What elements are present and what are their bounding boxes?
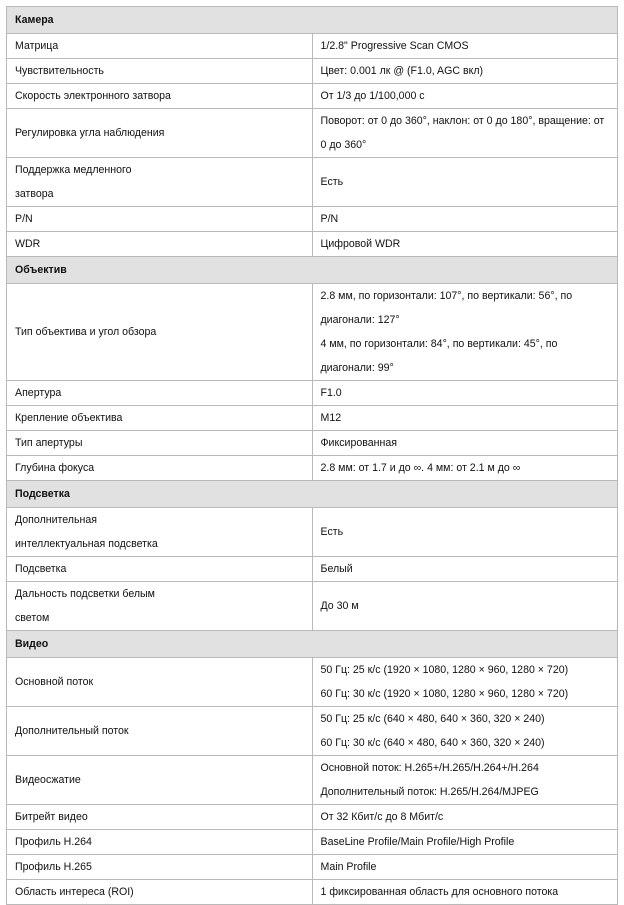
spec-value-cell (312, 805, 618, 830)
section-header (7, 631, 618, 658)
spec-row (7, 109, 618, 158)
spec-row (7, 456, 618, 481)
spec-label: светом (15, 612, 50, 624)
spec-label: Чувствительность (15, 65, 104, 77)
spec-value-cell (312, 406, 618, 431)
spec-row (7, 34, 618, 59)
spec-label: Основной поток (15, 676, 94, 688)
section-title: Объектив (7, 257, 618, 284)
spec-label-cell (7, 880, 313, 905)
spec-value-cell (312, 109, 618, 158)
spec-label: Апертура (15, 387, 62, 399)
spec-row (7, 284, 618, 381)
spec-value: 2.8 мм: от 1.7 и до ∞. 4 мм: от 2.1 м до ∞ (320, 462, 521, 474)
spec-label-cell (7, 109, 313, 158)
spec-value-cell (312, 855, 618, 880)
spec-label-cell (7, 431, 313, 456)
spec-label-cell (7, 756, 313, 805)
spec-label: Тип апертуры (15, 437, 83, 449)
spec-row (7, 381, 618, 406)
spec-label: Дополнительный поток (15, 725, 129, 737)
spec-row (7, 880, 618, 905)
spec-row (7, 557, 618, 582)
spec-value: M12 (320, 412, 342, 424)
spec-value-cell (312, 158, 618, 207)
spec-value: От 32 Кбит/с до 8 Мбит/с (320, 811, 444, 823)
section-title: Камера (7, 7, 618, 34)
spec-value: 50 Гц: 25 к/с (640 × 480, 640 × 360, 320 × 240) (320, 713, 545, 725)
spec-value: 60 Гц: 30 к/с (640 × 480, 640 × 360, 320 × 240) (320, 737, 545, 749)
spec-row (7, 59, 618, 84)
spec-value-cell (312, 557, 618, 582)
spec-label-cell (7, 406, 313, 431)
spec-label: WDR (15, 238, 41, 250)
spec-row (7, 707, 618, 756)
spec-value: Цвет: 0.001 лк @ (F1.0, AGC вкл) (320, 65, 484, 77)
spec-row (7, 406, 618, 431)
spec-label-cell (7, 508, 313, 557)
spec-label-cell (7, 582, 313, 631)
spec-value: 1/2.8" Progressive Scan CMOS (320, 40, 469, 52)
spec-value-cell (312, 880, 618, 905)
spec-value-cell (312, 207, 618, 232)
spec-label: Тип объектива и угол обзора (15, 326, 157, 338)
spec-value: Main Profile (320, 861, 377, 873)
spec-value-cell (312, 232, 618, 257)
spec-label: Регулировка угла наблюдения (15, 127, 165, 139)
spec-label-cell (7, 284, 313, 381)
spec-table (6, 6, 618, 905)
spec-row (7, 431, 618, 456)
spec-label: Область интереса (ROI) (15, 886, 134, 898)
spec-label: Матрица (15, 40, 59, 52)
spec-label: Дополнительная (15, 514, 97, 526)
spec-row (7, 207, 618, 232)
spec-row (7, 805, 618, 830)
spec-label-cell (7, 84, 313, 109)
spec-label-cell (7, 805, 313, 830)
spec-row (7, 84, 618, 109)
spec-value-cell (312, 456, 618, 481)
spec-row (7, 582, 618, 631)
spec-label: Профиль H.265 (15, 861, 92, 873)
spec-value: Основной поток: H.265+/H.265/H.264+/H.264 (320, 762, 539, 774)
spec-value-cell (312, 84, 618, 109)
spec-label: Скорость электронного затвора (15, 90, 171, 102)
spec-label: P/N (15, 213, 33, 225)
spec-label: Битрейт видео (15, 811, 88, 823)
section-header (7, 7, 618, 34)
spec-label: Поддержка медленного (15, 164, 132, 176)
spec-label: Профиль H.264 (15, 836, 92, 848)
spec-table-body (7, 7, 618, 905)
spec-value: Поворот: от 0 до 360°, наклон: от 0 до 180°, вращение: от 0 до 360° (320, 115, 605, 151)
spec-value: 4 мм, по горизонтали: 84°, по вертикали: 45°, по диагонали: 99° (320, 338, 558, 374)
spec-value-cell (312, 284, 618, 381)
spec-label-cell (7, 158, 313, 207)
spec-label: Глубина фокуса (15, 462, 95, 474)
spec-value: Фиксированная (320, 437, 397, 449)
spec-label: Подсветка (15, 563, 67, 575)
spec-value-cell (312, 582, 618, 631)
spec-value: Белый (320, 563, 353, 575)
spec-value: 50 Гц: 25 к/с (1920 × 1080, 1280 × 960, 1280 × 720) (320, 664, 569, 676)
spec-value: Цифровой WDR (320, 238, 401, 250)
spec-label-cell (7, 557, 313, 582)
spec-value-cell (312, 756, 618, 805)
spec-row (7, 830, 618, 855)
spec-value: 60 Гц: 30 к/с (1920 × 1080, 1280 × 960, 1280 × 720) (320, 688, 569, 700)
spec-value: Дополнительный поток: H.265/H.264/MJPEG (320, 786, 539, 798)
spec-value: Есть (320, 526, 344, 538)
spec-label: затвора (15, 188, 54, 200)
spec-value-cell (312, 34, 618, 59)
spec-value-cell (312, 381, 618, 406)
spec-value-cell (312, 658, 618, 707)
spec-row (7, 158, 618, 207)
spec-label-cell (7, 232, 313, 257)
section-title: Подсветка (7, 481, 618, 508)
spec-value-cell (312, 59, 618, 84)
section-header (7, 257, 618, 284)
spec-value: До 30 м (320, 600, 359, 612)
spec-row (7, 658, 618, 707)
spec-value-cell (312, 508, 618, 557)
spec-row (7, 756, 618, 805)
spec-value: Есть (320, 176, 344, 188)
spec-value: 2.8 мм, по горизонтали: 107°, по вертикали: 56°, по диагонали: 127° (320, 290, 573, 326)
spec-value: F1.0 (320, 387, 342, 399)
spec-label-cell (7, 207, 313, 232)
spec-label-cell (7, 658, 313, 707)
spec-label-cell (7, 855, 313, 880)
spec-label-cell (7, 707, 313, 756)
spec-label: Видеосжатие (15, 774, 81, 786)
spec-label: интеллектуальная подсветка (15, 538, 158, 550)
section-header (7, 481, 618, 508)
spec-value-cell (312, 431, 618, 456)
spec-value: P/N (320, 213, 339, 225)
spec-label-cell (7, 381, 313, 406)
spec-label: Дальность подсветки белым (15, 588, 155, 600)
spec-row (7, 232, 618, 257)
spec-label: Крепление объектива (15, 412, 123, 424)
spec-row (7, 855, 618, 880)
spec-value: BaseLine Profile/Main Profile/High Profile (320, 836, 515, 848)
spec-value: 1 фиксированная область для основного потока (320, 886, 559, 898)
spec-row (7, 508, 618, 557)
spec-label-cell (7, 59, 313, 84)
spec-value-cell (312, 707, 618, 756)
spec-value: От 1/3 до 1/100,000 с (320, 90, 425, 102)
section-title: Видео (7, 631, 618, 658)
spec-label-cell (7, 456, 313, 481)
spec-label-cell (7, 830, 313, 855)
spec-value-cell (312, 830, 618, 855)
spec-label-cell (7, 34, 313, 59)
